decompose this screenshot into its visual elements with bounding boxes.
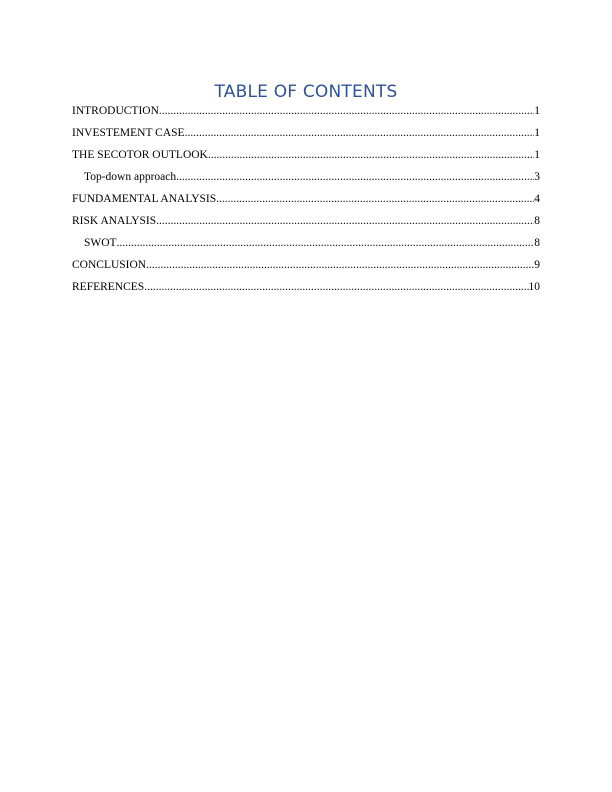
toc-dot-leader [208,148,534,163]
toc-entry-label: SWOT [84,237,117,249]
toc-entry-page-number: 10 [528,281,540,293]
toc-dot-leader [159,104,534,119]
toc-dot-leader [146,258,534,273]
toc-entry-page-number: 3 [534,171,540,183]
toc-entry-page-number: 1 [534,105,540,117]
toc-entry-label: CONCLUSION [72,259,147,271]
toc-entry-top-down-approach[interactable] [72,169,540,191]
toc-entry-references[interactable] [72,279,540,301]
toc-entry-label: Top-down approach [84,171,177,183]
toc-entry-page-number: 8 [534,215,540,227]
toc-entry-page-number: 8 [534,237,540,249]
toc-dot-leader [156,214,534,229]
toc-dot-leader [176,170,534,185]
toc-entry-page-number: 1 [534,127,540,139]
toc-entry-fundamental-analysis[interactable] [72,191,540,213]
toc-entry-introduction[interactable] [72,103,540,125]
toc-dot-leader [216,192,534,207]
toc-entry-label: RISK ANALYSIS [72,215,157,227]
toc-title: TABLE OF CONTENTS [214,82,398,102]
toc-entry-label: REFERENCES [72,281,145,293]
toc-list [72,103,540,301]
toc-entry-swot[interactable] [72,235,540,257]
toc-entry-page-number: 4 [534,193,540,205]
toc-dot-leader [185,126,535,141]
toc-dot-leader [144,280,528,295]
toc-dot-leader [117,236,535,251]
toc-entry-label: THE SECOTOR OUTLOOK [72,149,208,161]
toc-entry-label: INTRODUCTION [72,105,159,117]
toc-entry-investement-case[interactable] [72,125,540,147]
toc-entry-risk-analysis[interactable] [72,213,540,235]
toc-entry-conclusion[interactable] [72,257,540,279]
toc-entry-label: FUNDAMENTAL ANALYSIS [72,193,217,205]
toc-entry-label: INVESTEMENT CASE [72,127,185,139]
toc-entry-page-number: 9 [534,259,540,271]
toc-entry-page-number: 1 [534,149,540,161]
toc-entry-sector-outlook[interactable] [72,147,540,169]
